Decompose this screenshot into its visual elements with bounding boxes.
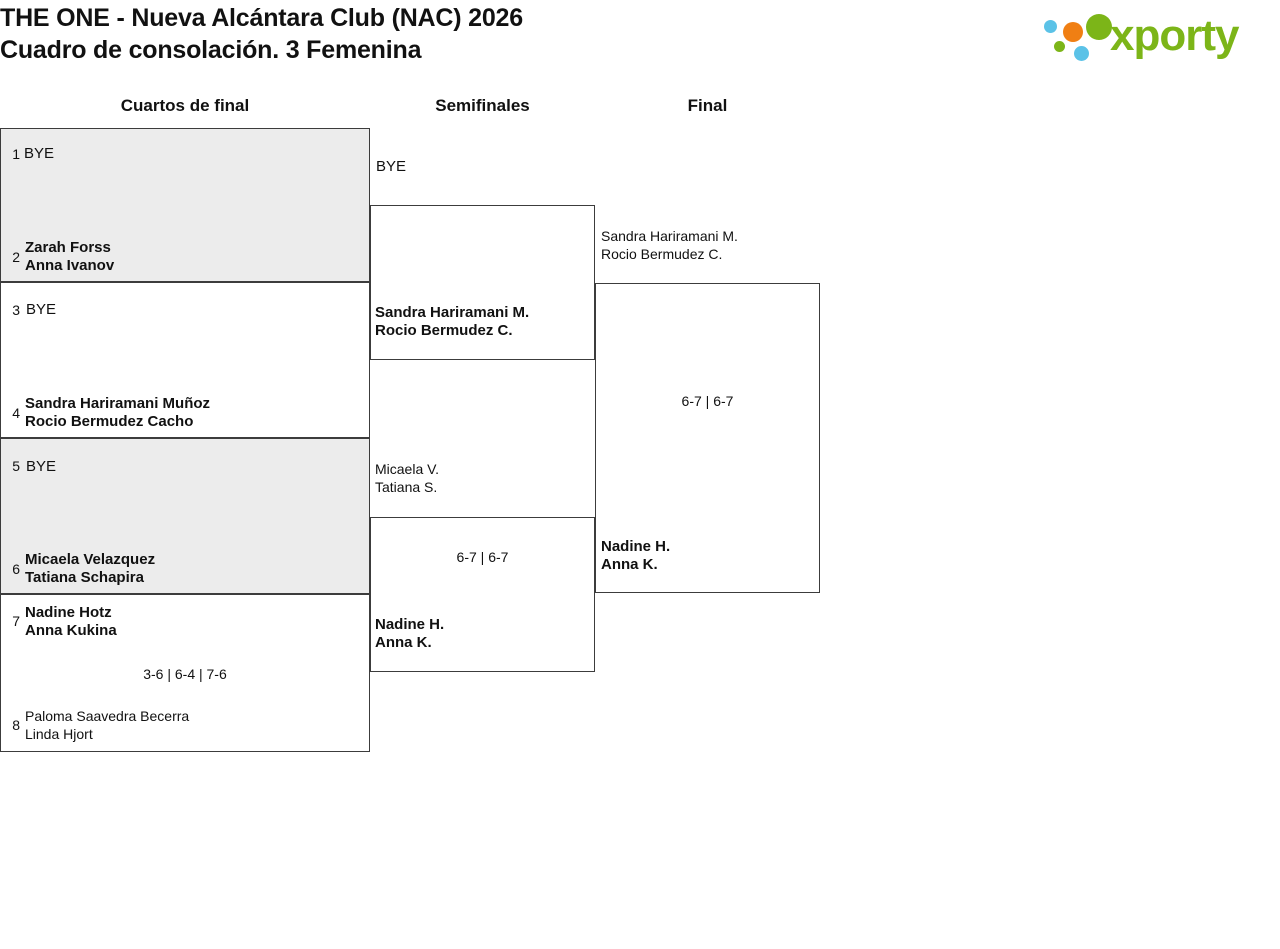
round-header-quarterfinals: Cuartos de final	[120, 96, 250, 115]
round-header-final: Final	[687, 96, 728, 115]
logo-wordmark: xporty	[1110, 11, 1239, 60]
match-score: 6-7 | 6-7	[456, 549, 509, 565]
player-slot-bye: BYE	[26, 458, 57, 475]
title-line-1: THE ONE - Nueva Alcántara Club (NAC) 2026	[0, 4, 523, 32]
match-score: 3-6 | 6-4 | 7-6	[143, 666, 227, 682]
seed-number: 6	[12, 561, 20, 577]
seed-number: 2	[12, 249, 20, 265]
player-slot: Nadine H. Anna K.	[375, 616, 445, 651]
player-slot: Sandra Hariramani M. Rocio Bermudez C.	[375, 304, 530, 339]
title-line-2: Cuadro de consolación. 3 Femenina	[0, 36, 422, 64]
player-slot: Paloma Saavedra Becerra Linda Hjort	[25, 708, 190, 742]
match-score: 6-7 | 6-7	[681, 393, 734, 409]
seed-number: 1	[12, 146, 20, 162]
seed-number: 5	[12, 458, 20, 474]
player-slot-bye: BYE	[24, 145, 55, 162]
player-slot: Sandra Hariramani M. Rocio Bermudez C.	[601, 228, 738, 262]
player-slot-bye: BYE	[26, 301, 57, 318]
player-slot: Micaela Velazquez Tatiana Schapira	[25, 551, 156, 586]
player-slot: Zarah Forss Anna Ivanov	[25, 239, 115, 274]
round-header-semifinals: Semifinales	[435, 96, 530, 115]
player-slot: Nadine Hotz Anna Kukina	[25, 604, 117, 639]
player-slot: Nadine H. Anna K.	[601, 538, 671, 573]
xporty-logo[interactable]	[1044, 8, 1274, 66]
seed-number: 3	[12, 302, 20, 318]
page-header	[0, 0, 1280, 76]
seed-number: 7	[12, 613, 20, 629]
seed-number: 8	[12, 717, 20, 733]
player-slot-bye: BYE	[376, 158, 407, 175]
seed-number: 4	[12, 405, 20, 421]
logo-dots-icon	[1044, 12, 1114, 64]
page-title	[0, 2, 523, 66]
player-slot: Sandra Hariramani Muñoz Rocio Bermudez Cacho	[25, 395, 211, 430]
player-slot: Micaela V. Tatiana S.	[375, 461, 440, 495]
